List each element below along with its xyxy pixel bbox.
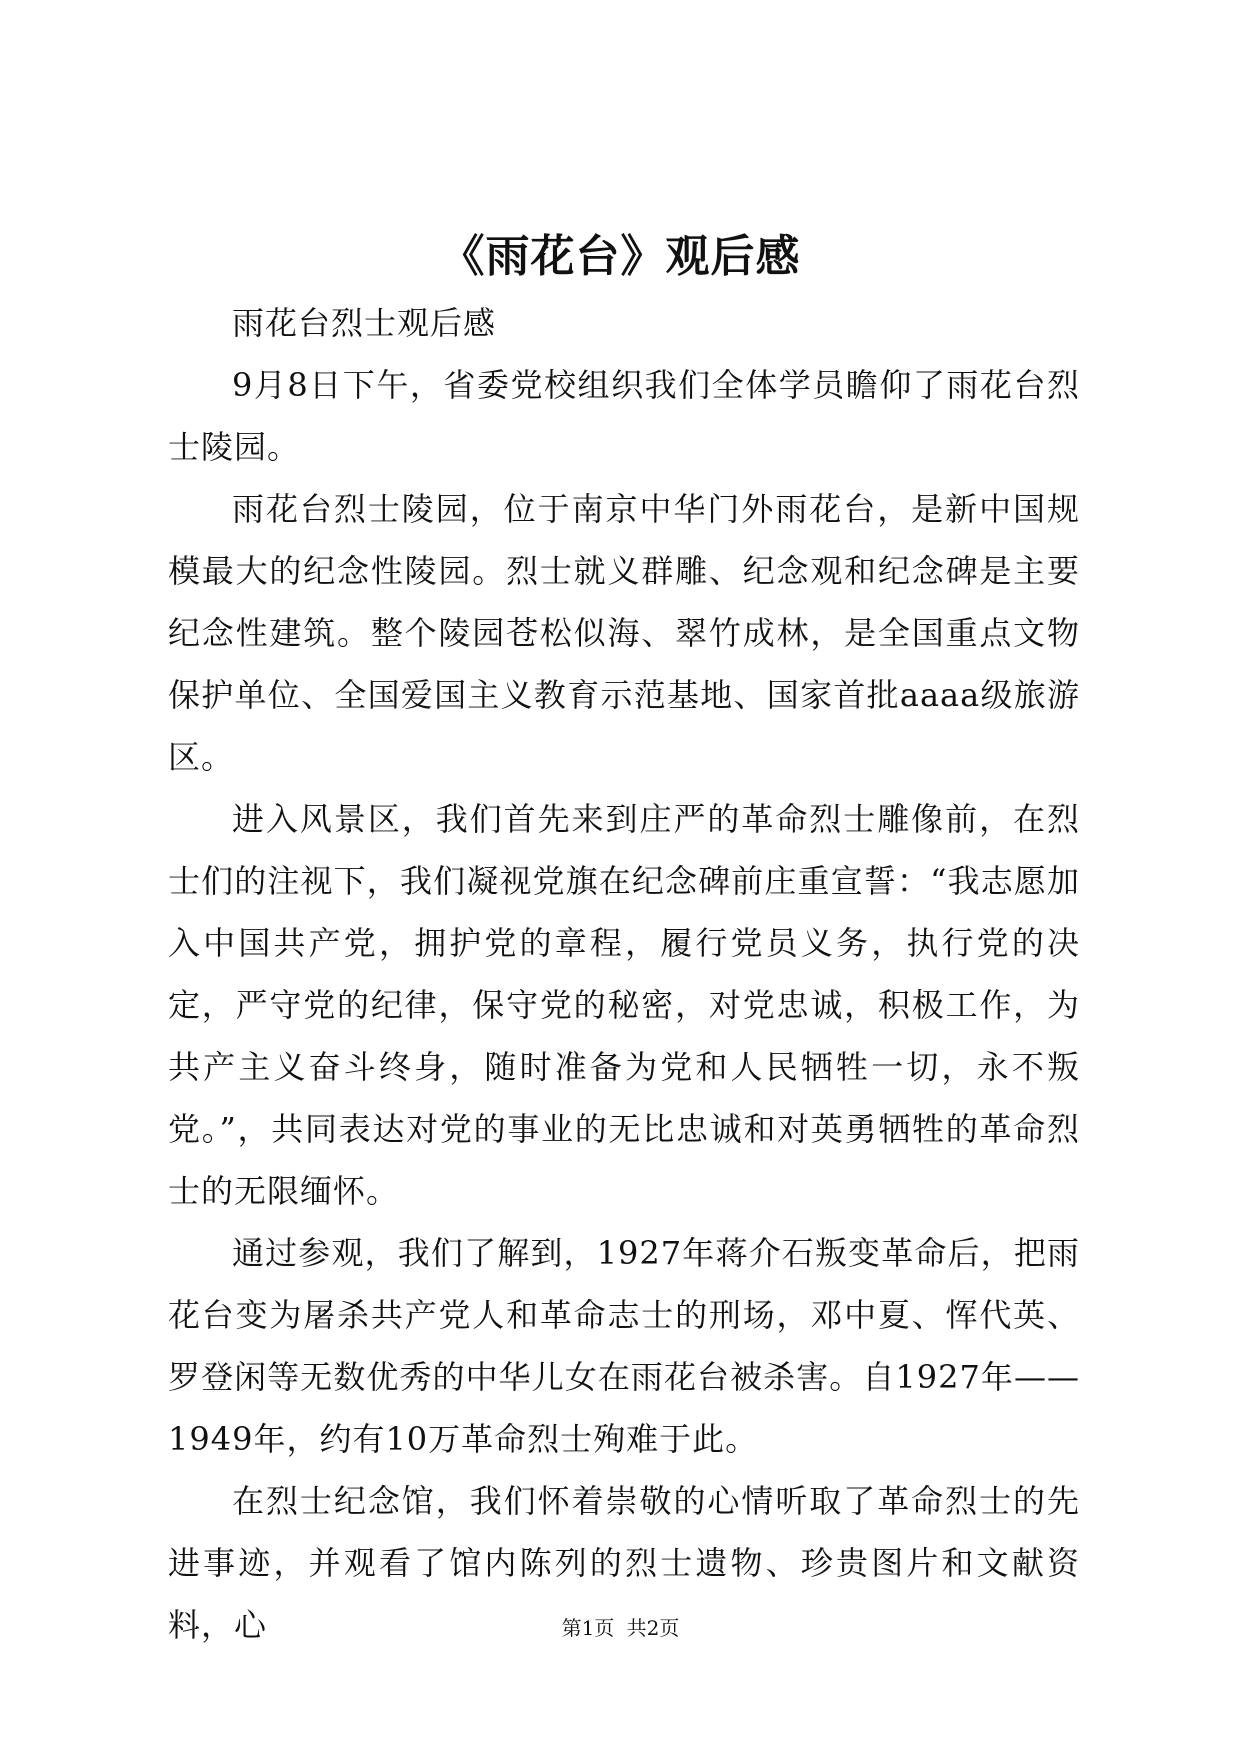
page-footer <box>0 1612 1241 1641</box>
paragraph-1: 9月8日下午，省委党校组织我们全体学员瞻仰了雨花台烈士陵园。 <box>168 366 1080 466</box>
document-body <box>168 292 1080 1656</box>
paragraph-4: 通过参观，我们了解到，1927年蒋介石叛变革命后，把雨花台变为屠杀共产党人和革命志士的刑场，邓中夏、恽代英、罗登闲等无数优秀的中华儿女在雨花台被杀害。自1927年——1949年，约有10万革命烈士殉难于此。 <box>168 1234 1080 1458</box>
paragraph-3: 进入风景区，我们首先来到庄严的革命烈士雕像前，在烈士们的注视下，我们凝视党旗在纪念碑前庄重宣誓：“我志愿加入中国共产党，拥护党的章程，履行党员义务，执行党的决定，严守党的纪律，保守党的秘密，对党忠诚，积极工作，为共产主义奋斗终身，随时准备为党和人民牺牲一切，永不叛党。”，共同表达对党的事业的无比忠诚和对英勇牺牲的革命烈士的无限缅怀。 <box>168 800 1080 1210</box>
document-title: 《雨花台》观后感 <box>440 231 801 282</box>
page-number: 第1页 <box>561 1616 615 1640</box>
document-subtitle: 雨花台烈士观后感 <box>232 304 497 342</box>
paragraph-2: 雨花台烈士陵园，位于南京中华门外雨花台，是新中国规模最大的纪念性陵园。烈士就义群雕、纪念观和纪念碑是主要纪念性建筑。整个陵园苍松似海、翠竹成林，是全国重点文物保护单位、全国爱国主义教育示范基地、国家首批aaaa级旅游区。 <box>168 490 1080 776</box>
paragraph-5: 在烈士纪念馆，我们怀着崇敬的心情听取了革命烈士的先进事迹，并观看了馆内陈列的烈士遗物、珍贵图片和文献资料，心 <box>168 1482 1080 1644</box>
page-total: 共2页 <box>626 1616 680 1640</box>
